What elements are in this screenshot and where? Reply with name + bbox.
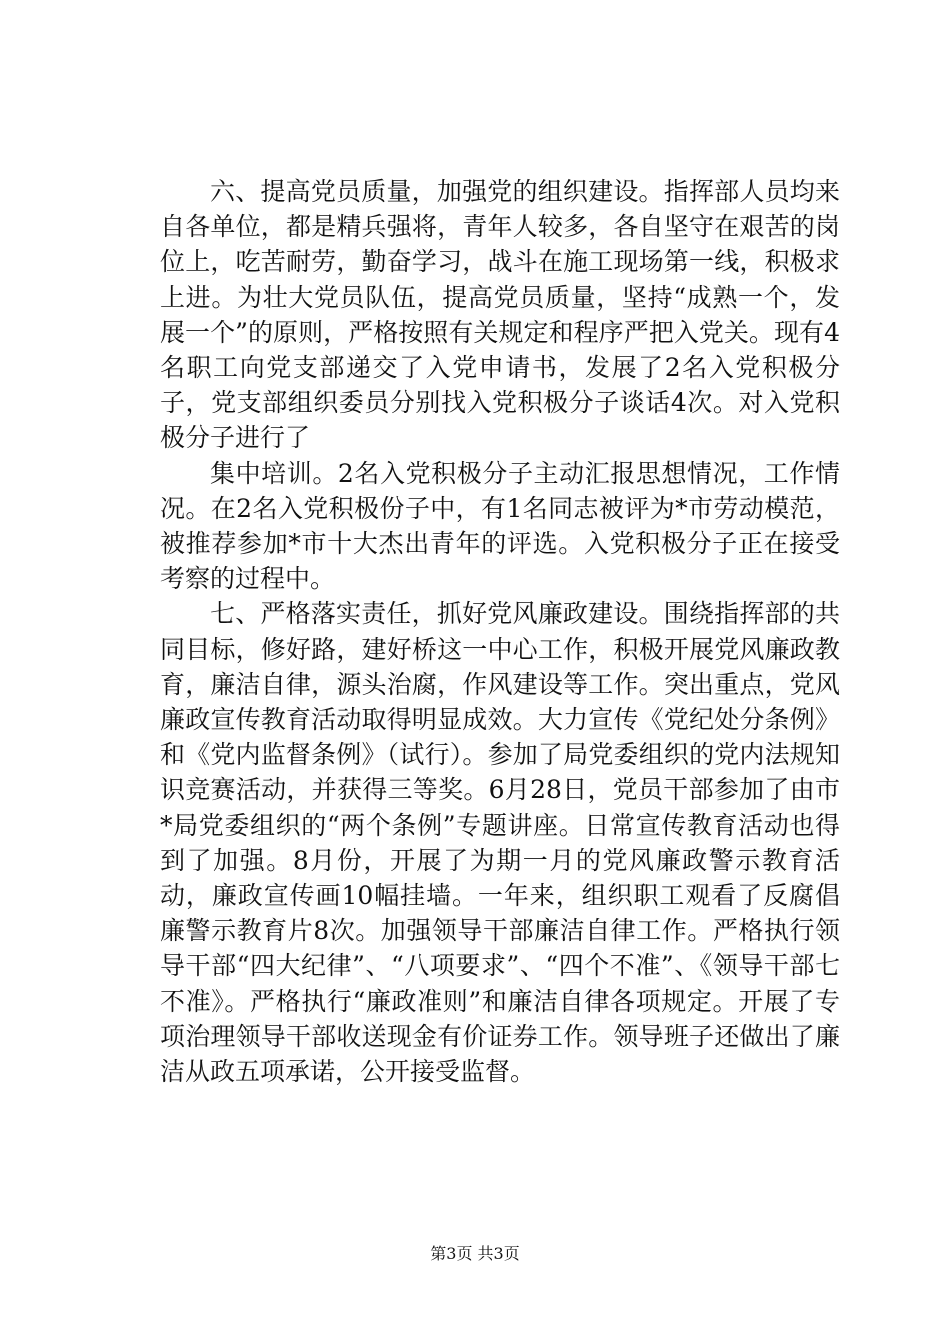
document-body [160, 174, 840, 1089]
page-footer: 第3页 共3页 [430, 1244, 520, 1263]
paragraph-training: 集中培训。2名入党积极分子主动汇报思想情况，工作情况。在2名入党积极份子中，有1名同志被评为*市劳动模范，被推荐参加*市十大杰出青年的评选。入党积极分子正在接受考察的过程中。 [160, 458, 840, 594]
paragraph-integrity-building: 七、严格落实责任，抓好党风廉政建设。围绕指挥部的共同目标，修好路，建好桥这一中心工作，积极开展党风廉政教育，廉洁自律，源头治腐，作风建设等工作。突出重点，党风廉政宣传教育活动取得明显成效。大力宣传《党纪处分条例》和《党内监督条例》（试行）。参加了局党委组织的党内法规知识竞赛活动，并获得三等奖。6月28日，党员干部参加了由市*局党委组织的“两个条例”专题讲座。日常宣传教育活动也得到了加强。8月份，开展了为期一月的党风廉政警示教育活动，廉政宣传画10幅挂墙。一年来，组织职工观看了反腐倡廉警示教育片8次。加强领导干部廉洁自律工作。严格执行领导干部“四大纪律”、“八项要求”、“四个不准”、《领导干部七不准》。严格执行“廉政准则”和廉洁自律各项规定。开展了专项治理领导干部收送现金有价证券工作。领导班子还做出了廉洁从政五项承诺，公开接受监督。 [160, 599, 840, 1087]
paragraph-party-member-quality: 六、提高党员质量，加强党的组织建设。指挥部人员均来自各单位，都是精兵强将，青年人较多，各自坚守在艰苦的岗位上，吃苦耐劳，勤奋学习，战斗在施工现场第一线，积极求上进。为壮大党员队伍，提高党员质量，坚持“成熟一个，发展一个”的原则，严格按照有关规定和程序严把入党关。现有4名职工向党支部递交了入党申请书，发展了2名入党积极分子，党支部组织委员分别找入党积极分子谈话4次。对入党积极分子进行了 [160, 177, 840, 453]
